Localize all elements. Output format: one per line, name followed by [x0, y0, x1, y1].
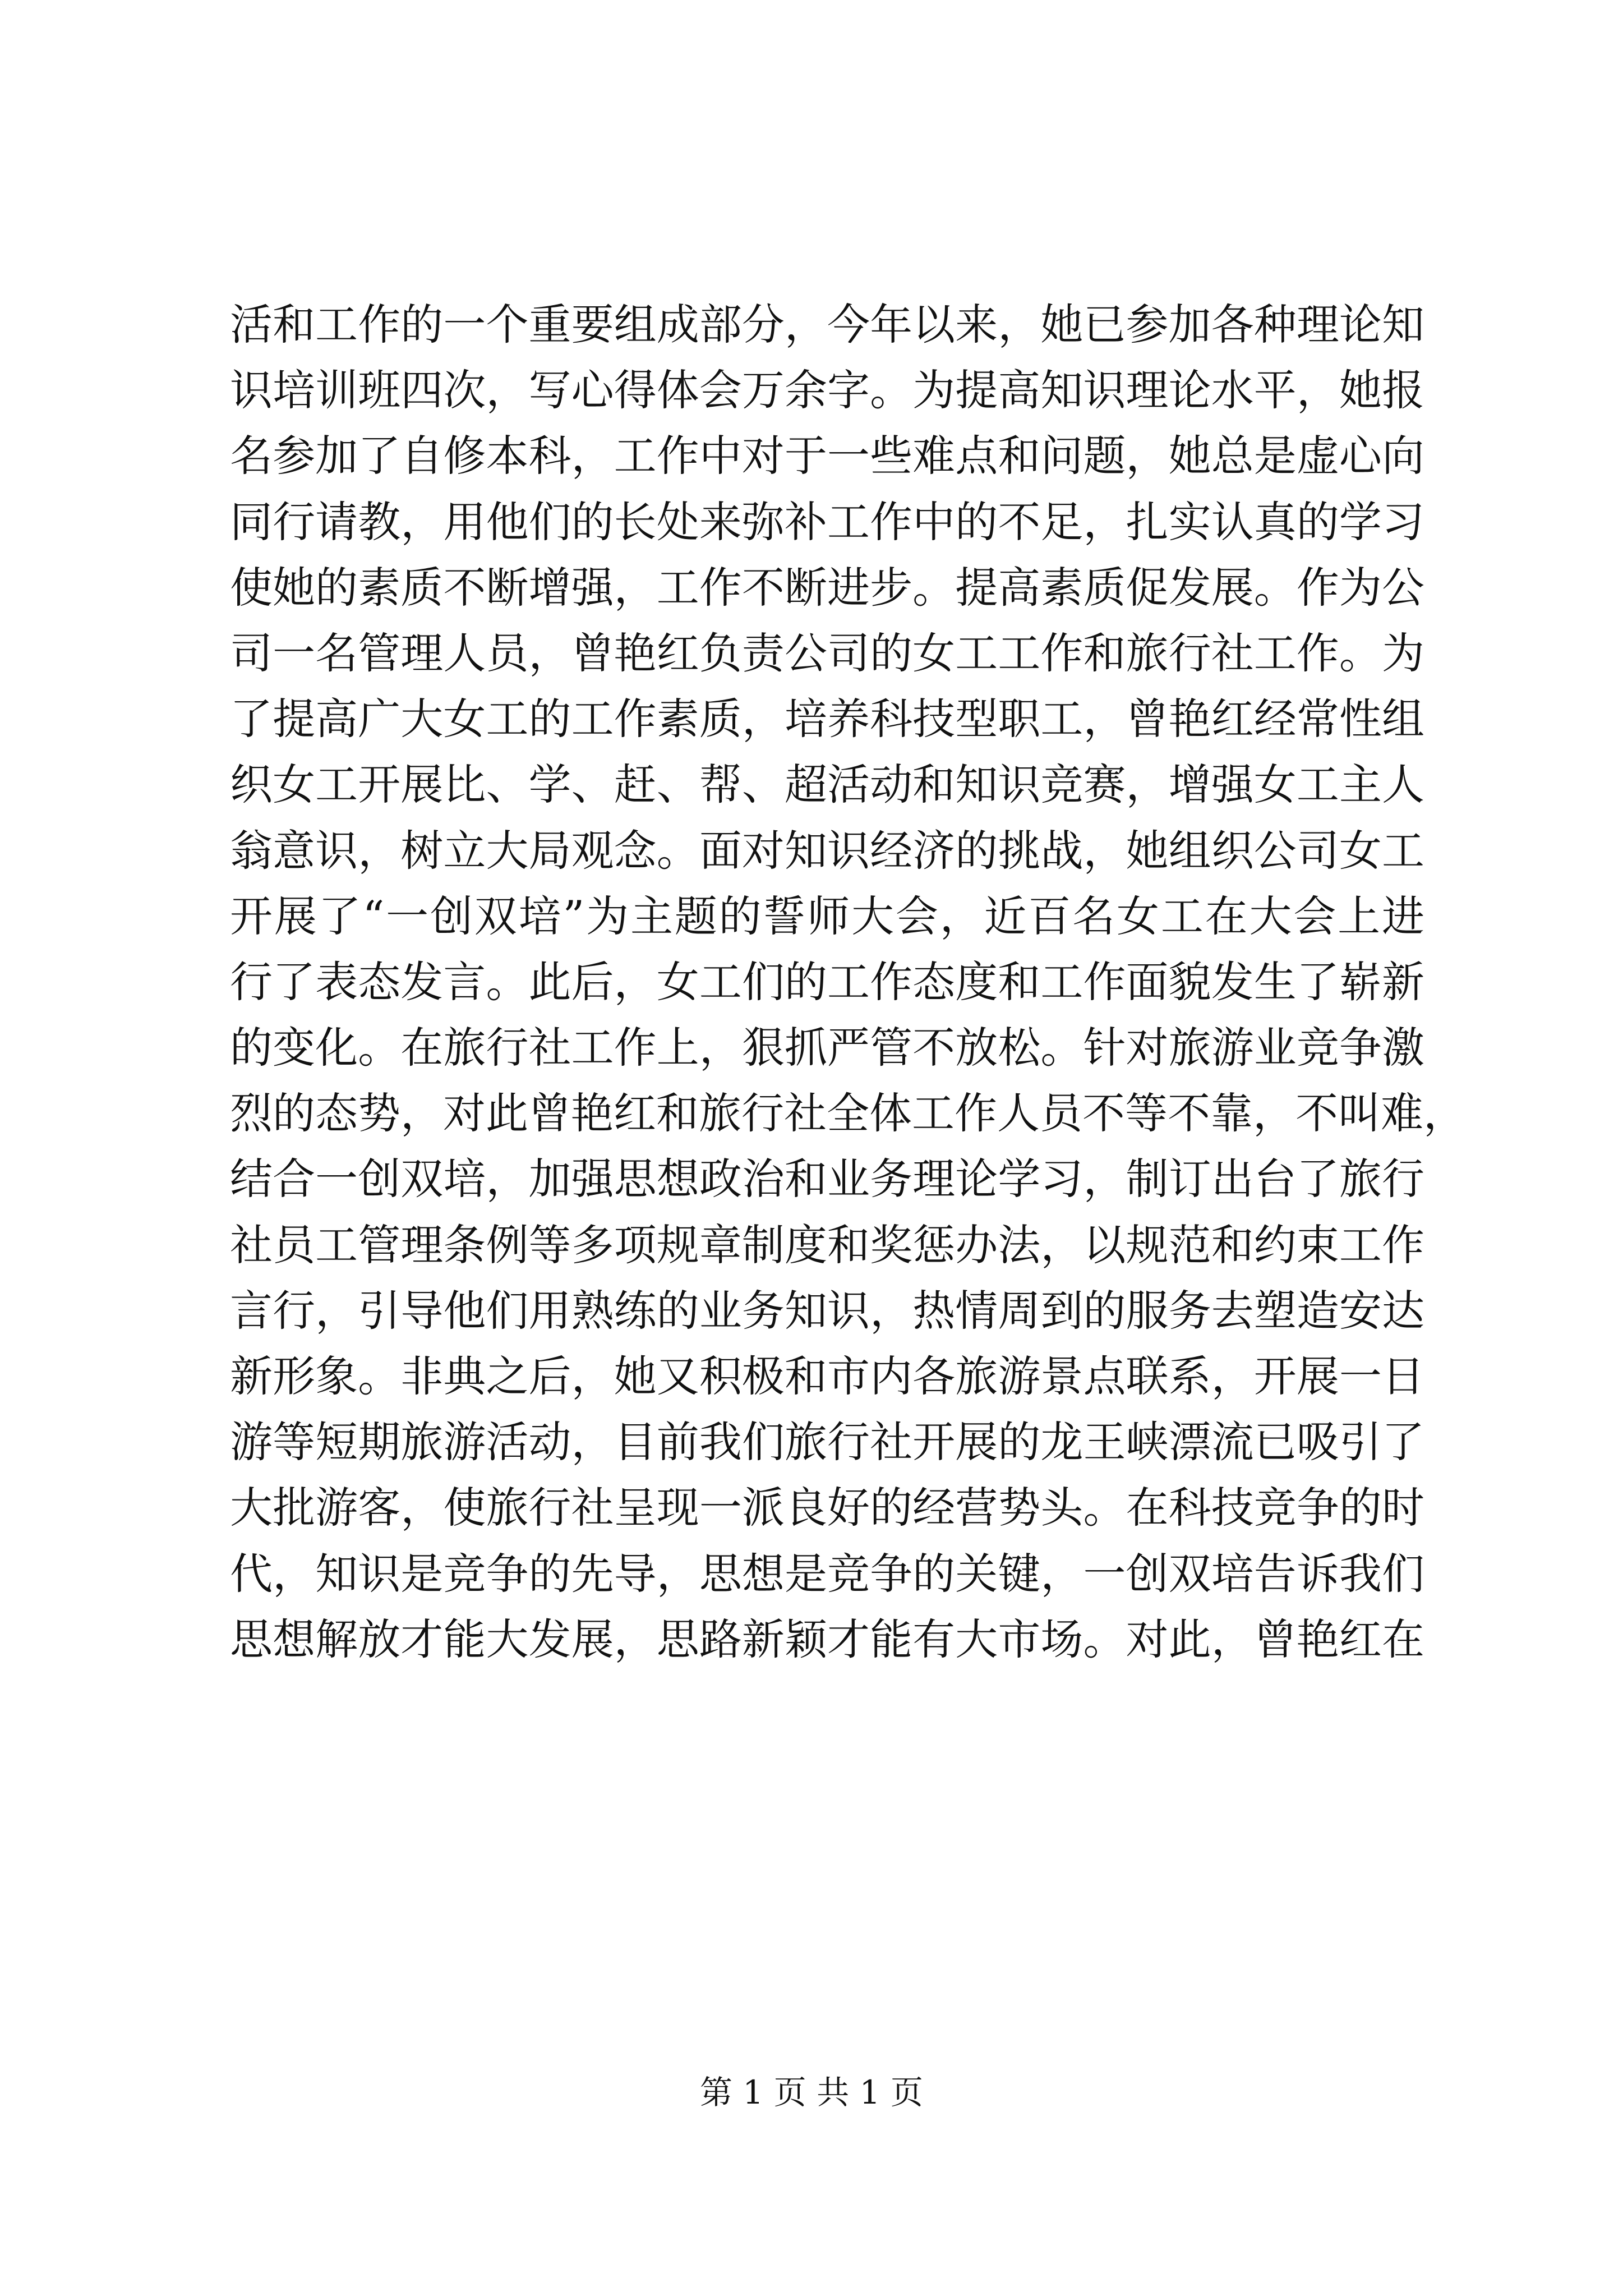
page-number: 第 1 页 共 1 页 [700, 2073, 923, 2111]
text-line: 活和工作的一个重要组成部分，今年以来，她已参加各种理论知 [230, 300, 1424, 349]
text-line: 同行请教，用他们的长处来弥补工作中的不足，扎实认真的学习 [230, 496, 1424, 547]
text-line: 开展了“一创双培”为主题的誓师大会，近百名女工在大会上进 [230, 891, 1424, 941]
text-line: 司一名管理人员，曾艳红负责公司的女工工作和旅行社工作。为 [230, 628, 1424, 678]
text-line: 言行，引导他们用熟练的业务知识，热情周到的服务去塑造安达 [230, 1285, 1424, 1336]
text-line: 社员工管理条例等多项规章制度和奖惩办法，以规范和约束工作 [230, 1220, 1424, 1270]
text-line: 游等短期旅游活动，目前我们旅行社开展的龙王峡漂流已吸引了 [230, 1417, 1424, 1467]
text-line: 的变化。在旅行社工作上，狠抓严管不放松。针对旅游业竞争激 [230, 1023, 1424, 1073]
text-line: 翁意识，树立大局观念。面对知识经济的挑战，她组织公司女工 [230, 825, 1424, 876]
text-line: 行了表态发言。此后，女工们的工作态度和工作面貌发生了崭新 [230, 956, 1424, 1007]
text-line: 思想解放才能大发展，思路新颖才能有大市场。对此，曾艳红在 [230, 1614, 1424, 1664]
text-line: 代，知识是竞争的先导，思想是竞争的关键，一创双培告诉我们 [230, 1548, 1424, 1599]
text-line: 烈的态势，对此曾艳红和旅行社全体工作人员不等不靠，不叫难， [230, 1088, 1466, 1139]
text-line: 了提高广大女工的工作素质，培养科技型职工，曾艳红经常性组 [230, 694, 1424, 744]
text-line: 新形象。非典之后，她又积极和市内各旅游景点联系，开展一日 [230, 1351, 1424, 1401]
body-text [230, 292, 1466, 1672]
text-line: 织女工开展比、学、赶、帮、超活动和知识竞赛，增强女工主人 [230, 760, 1424, 810]
text-line: 结合一创双培，加强思想政治和业务理论学习，制订出台了旅行 [230, 1154, 1424, 1204]
text-line: 名参加了自修本科，工作中对于一些难点和问题，她总是虚心向 [230, 431, 1424, 481]
text-line: 大批游客，使旅行社呈现一派良好的经营势头。在科技竞争的时 [230, 1483, 1424, 1533]
page-footer [0, 2070, 1623, 2115]
text-line: 使她的素质不断增强，工作不断进步。提高素质促发展。作为公 [230, 562, 1424, 613]
text-line: 识培训班四次，写心得体会万余字。为提高知识理论水平，她报 [230, 365, 1424, 416]
